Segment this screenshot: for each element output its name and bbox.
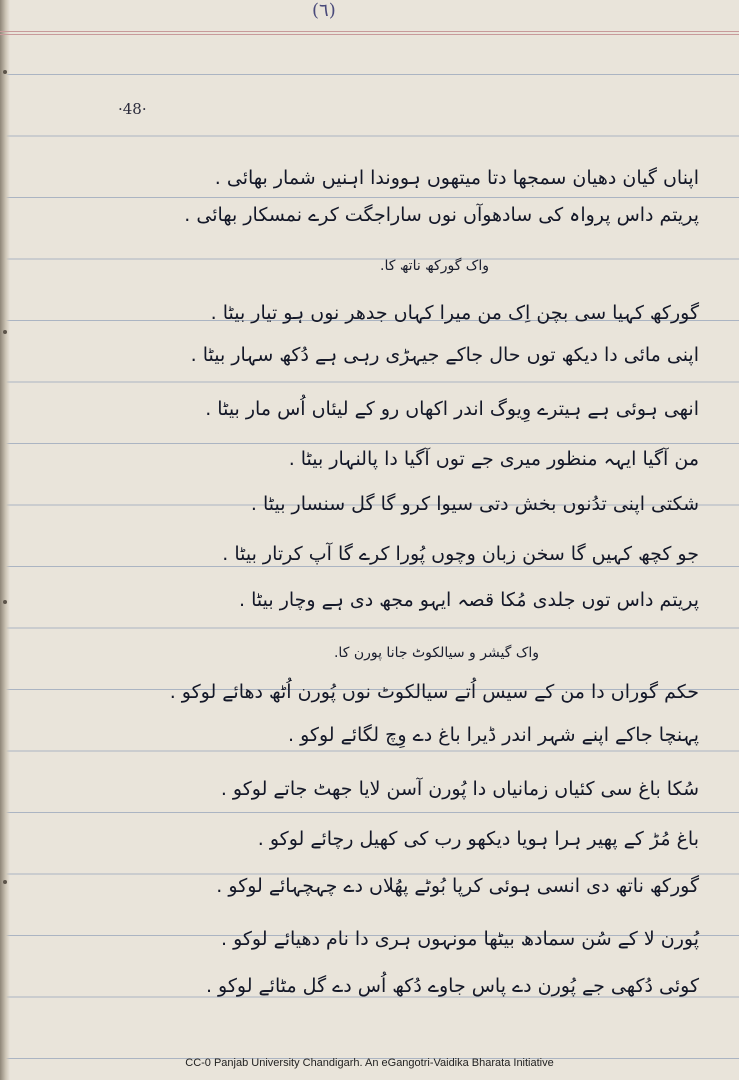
sheet-number: (٦) [312,0,336,21]
verse-line: شکتی اپنی تدُنوں بخش دتی سیوا کرو گا گل سنسار بیٹا . [250,493,699,515]
verse-line: سُکا باغ سی کئیاں زمانیاں دا پُورن آسن لایا جھٹ جاتے لوکو . [220,778,699,800]
page-binding [0,0,10,1080]
top-margin-rule [0,31,739,32]
verse-line: انھی ہوئی ہے ہیترے وِیوگ اندر اکھاں رو کے لیئاں اُس مار بیٹا . [205,398,699,420]
verse-line: پہنچا جاکے اپنے شہر اندر ڈیرا باغ دے وِچ لگائے لوکو . [288,724,699,746]
verse-line: گورکھ کہیا سی بچن اِک من میرا کہاں جدھر نوں ہو تیار بیٹا . [210,302,699,324]
binding-hole [3,70,7,74]
verse-line: من آگیا ایہہ منظور میری جے توں آگیا دا پالنہار بیٹا . [288,448,699,470]
verse-line: گورکھ ناتھ دی انسی ہوئی کرپا بُوٹے پھُلاں دے چہچہائے لوکو . [216,875,699,897]
binding-hole [3,330,7,334]
verse-line: پریتم داس توں جلدی مُکا قصہ ایہو مجھ دی ہے وچار بیٹا . [239,589,699,611]
verse-line: اپنی مائی دا دیکھ توں حال جاکے جیہڑی رہی ہے دُکھ سہار بیٹا . [190,344,699,366]
verse-line: کوئی دُکھی جے پُورن دے پاس جاوے دُکھ اُس دے گل مٹائے لوکو . [205,975,699,997]
section-heading: واک گیشر و سیالکوٹ جانا پورن کا. [333,645,539,661]
verse-line: پریتم داس پرواہ کی سادھوآں نوں ساراجگت کرے نمسکار بھائی . [184,204,699,226]
verse-line: اپناں گیان دھیان سمجھا دتا میتھوں ہووندا اہنیں شمار بھائی . [214,167,699,189]
verse-line: باغ مُڑ کے پھیر ہرا ہویا دیکھو رب کی کھیل رچائے لوکو . [257,828,699,850]
verse-line: حکم گوراں دا من کے سیس اُتے سیالکوٹ نوں پُورن اُٹھ دھائے لوکو . [169,681,699,703]
verse-line: پُورن لا کے سُن سمادھ بیٹھا مونہوں ہری دا نام دھیائے لوکو . [220,928,699,950]
archive-credit: CC-0 Panjab University Chandigarh. An eGangotri-Vaidika Bharata Initiative [185,1057,554,1069]
page-number: ·48· [118,100,147,118]
binding-hole [3,880,7,884]
section-heading: واک گورکھ ناتھ کا. [380,258,489,274]
verse-line: جو کچھ کہیں گا سخن زبان وچوں پُورا کرے گا آپ کرتار بیٹا . [222,543,699,565]
top-margin-rule [0,34,739,35]
binding-hole [3,600,7,604]
